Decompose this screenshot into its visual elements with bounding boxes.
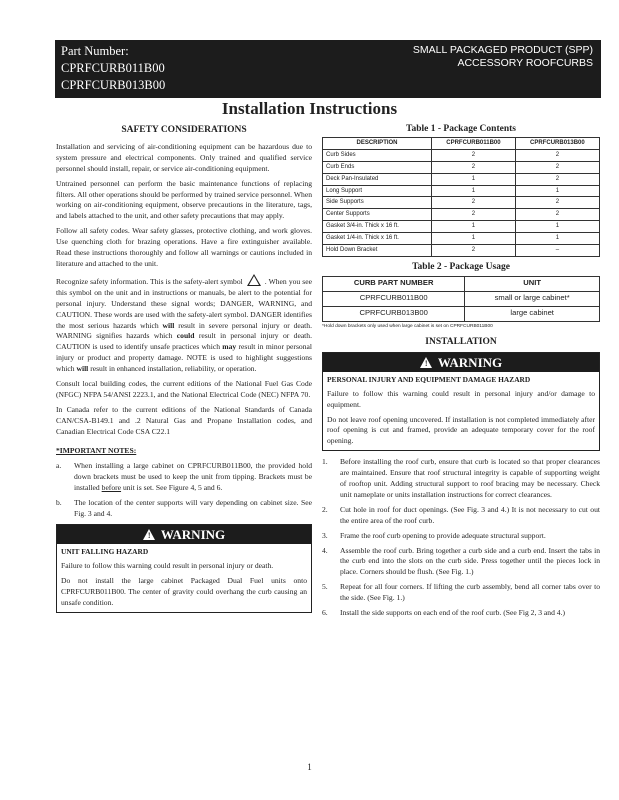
cell: Curb Sides — [323, 149, 432, 161]
header-bar — [55, 40, 601, 98]
text: The location of the center supports will vary depending on cabinet size. See Fig. 3 and 4. — [74, 498, 312, 519]
note-b — [56, 498, 312, 520]
cell: CPRFCURB013B00 — [323, 306, 465, 321]
installation-heading: INSTALLATION — [425, 336, 497, 347]
text: When installing a large cabinet on CPRFCURB011B00, the provided hold down brackets must be used to keep the unit from tipping. Brackets must be installed — [74, 461, 312, 493]
step-item — [322, 582, 600, 604]
product-line-1: SMALL PACKAGED PRODUCT (SPP) — [412, 44, 593, 56]
table-row — [323, 245, 600, 257]
cell: Gasket 1/4-in. Thick x 16 ft. — [323, 233, 432, 245]
text: result in minor personal injury or product and property damage. NOTE is used to highlight suggestions which — [56, 342, 312, 374]
cell: 2 — [515, 197, 599, 209]
text: Recognize safety information. This is the safety-alert symbol — [56, 276, 243, 286]
paragraph: Failure to follow this warning could result in personal injury or death. — [61, 560, 274, 570]
part-numbers — [61, 43, 165, 94]
cell: 1 — [432, 173, 516, 185]
package-contents-table — [322, 137, 600, 257]
step-number: 6. — [322, 608, 328, 618]
cell: 1 — [515, 221, 599, 233]
installation-steps — [322, 457, 600, 619]
step-number: 5. — [322, 582, 328, 592]
cell: – — [515, 245, 599, 257]
table2-title: Table 2 - Package Usage — [412, 261, 510, 272]
cell: Side Supports — [323, 197, 432, 209]
text: may — [222, 342, 237, 352]
product-line — [413, 44, 593, 70]
product-line-2: ACCESSORY ROOFCURBS — [457, 57, 593, 69]
column-header: CPRFCURB011B00 — [432, 137, 516, 149]
cell: 2 — [515, 161, 599, 173]
text: could — [176, 331, 195, 341]
safety-alert-icon — [247, 274, 261, 286]
cell: Hold Down Bracket — [323, 245, 432, 257]
paragraph: Installation and servicing of air-conditioning equipment can be hazardous due to system pressure and electrical components. Only trained and qualified service personnel should install, repair, or service air-conditioning equipment. — [56, 141, 312, 173]
table-row — [323, 173, 600, 185]
paragraph: Follow all safety codes. Wear safety glasses, protective clothing, and work gloves. Use quenching cloth for brazing operations. Have a fire extinguisher available. Read these instructions thoroughly and follow all warnings or cautions included in literature and attached to the unit. — [56, 226, 312, 268]
step-item — [322, 505, 600, 527]
step-text: Before installing the roof curb, ensure that curb is located so that proper clearances are maintained. Ensure that roof structural integrity is capable of supporting weight of rooftop unit. Adding structural support to roof bracing may be necessary. Check unit nameplate or units installation instructions for correct clearances. — [340, 457, 600, 499]
paragraph — [56, 274, 312, 375]
package-usage-table — [322, 276, 600, 322]
cell: 1 — [432, 221, 516, 233]
paragraph: Do not leave roof opening uncovered. If installation is not completed immediately after roof opening is cut and framed, provide an adequate temporary cover for the roof opening. — [327, 414, 595, 446]
table-row — [323, 221, 600, 233]
warning-icon: ! — [420, 357, 432, 368]
cell: 2 — [515, 173, 599, 185]
safety-heading: SAFETY CONSIDERATIONS — [121, 125, 247, 135]
step-text: Frame the roof curb opening to provide adequate structural support. — [340, 530, 546, 540]
warning-title: PERSONAL INJURY AND EQUIPMENT DAMAGE HAZARD — [327, 374, 531, 384]
text: . When you see this symbol on the unit and in instructions or manuals, be alert to the potential for personal injury. Understand these signal words; DANGER, WARNING, and CAUTION. These words are used with the safety-alert symbol. DANGER identifies the most serious hazards which — [56, 276, 312, 330]
column-header: UNIT — [465, 276, 600, 291]
cell: 2 — [432, 245, 516, 257]
cell: 2 — [432, 161, 516, 173]
cell: small or large cabinet* — [465, 291, 600, 306]
table-row — [323, 197, 600, 209]
table-row — [323, 185, 600, 197]
table-row — [323, 161, 600, 173]
text: will — [162, 320, 175, 330]
step-item — [322, 531, 600, 542]
part-label: Part Number: — [61, 44, 129, 58]
step-text: Cut hole in roof for duct openings. (See Fig. 3 and 4.) It is not necessary to cut out the entire area of the roof curb. — [340, 504, 600, 525]
column-header: DESCRIPTION — [323, 137, 432, 149]
text: result in enhanced installation, reliability, or operation. — [88, 364, 257, 374]
step-text: Repeat for all four corners. If lifting the curb assembly, bend all corner tabs over to the side. (See Fig. 1.) — [340, 582, 600, 603]
cell: 2 — [432, 149, 516, 161]
table-header-row — [323, 137, 600, 149]
note-a — [56, 461, 312, 494]
page-number: 1 — [307, 762, 312, 772]
cell: 1 — [432, 185, 516, 197]
text: will — [76, 364, 89, 374]
table-row — [323, 209, 600, 221]
page-title: Installation Instructions — [221, 99, 398, 118]
paragraph: In Canada refer to the current editions of the National Standards of Canada CAN/CSA-B149.1 and .2 Natural Gas and Propane Installation codes, and Canadian Electrical Code CSA C22.1 — [56, 404, 312, 436]
step-item — [322, 457, 600, 501]
cell: large cabinet — [465, 306, 600, 321]
text: result in severe personal injury or death. WARNING signifies hazards which — [56, 320, 312, 341]
warning-icon: ! — [143, 529, 155, 540]
step-number: 2. — [322, 504, 328, 514]
right-column — [322, 124, 600, 623]
text: before — [101, 483, 122, 493]
cell: Long Support — [323, 185, 432, 197]
paragraph: Untrained personnel can perform the basic maintenance functions of replacing filters. All other operations should be performed by trained service personnel. When working on air-conditioning equipment, observe precautions in the literature, tags, and labels attached to the unit, and other safety precautions that may apply. — [56, 178, 312, 221]
note-mark: a. — [56, 461, 62, 471]
warning-label: WARNING — [437, 354, 503, 370]
text: unit is set. See Figure 4, 5 and 6. — [121, 483, 223, 493]
cell: 2 — [432, 197, 516, 209]
table-row — [323, 291, 600, 306]
cell: 1 — [515, 185, 599, 197]
warning-header — [323, 353, 599, 372]
table-header-row — [323, 276, 600, 291]
cell: Deck Pan-Insulated — [323, 173, 432, 185]
cell: 2 — [432, 209, 516, 221]
important-notes — [56, 446, 312, 520]
cell: 2 — [515, 149, 599, 161]
paragraph: Failure to follow this warning could result in personal injury and/or damage to equipment. — [327, 388, 595, 409]
warning-header — [57, 525, 311, 544]
column-header: CURB PART NUMBER — [323, 276, 465, 291]
part-number: CPRFCURB011B00 — [61, 61, 165, 75]
warning-box-unit-falling — [56, 524, 312, 613]
warning-label: WARNING — [160, 527, 226, 542]
cell: Gasket 3/4-in. Thick x 16 ft. — [323, 221, 432, 233]
notes-heading: *IMPORTANT NOTES: — [56, 445, 137, 455]
paragraph: Do not install the large cabinet Packaged Dual Fuel units onto CPRFCURB011B00. The center of gravity could overhang the curb causing an unsafe condition. — [61, 575, 307, 607]
cell: CPRFCURB011B00 — [323, 291, 465, 306]
cell: 1 — [432, 233, 516, 245]
table-footnote: *Hold down brackets only used when large cabinet is set on CPRFCURB011B00 — [322, 323, 493, 329]
step-number: 1. — [322, 457, 328, 467]
step-number: 4. — [322, 545, 328, 555]
column-header: CPRFCURB013B00 — [515, 137, 599, 149]
step-text: Install the side supports on each end of the roof curb. (See Fig 2, 3 and 4.) — [340, 608, 566, 618]
cell: Curb Ends — [323, 161, 432, 173]
cell: 2 — [515, 209, 599, 221]
step-text: Assemble the roof curb. Bring together a curb side and a curb end. Insert the tabs in the curb end into the slots on the curb side. Press together until the pieces lock in place. Corners should be flush. (See Fig. 1.) — [340, 545, 600, 577]
warning-title: UNIT FALLING HAZARD — [61, 547, 149, 556]
table1-title: Table 1 - Package Contents — [406, 124, 516, 134]
warning-box-personal-injury — [322, 352, 600, 451]
cell: 1 — [515, 233, 599, 245]
step-item — [322, 546, 600, 579]
table-row — [323, 306, 600, 321]
step-item — [322, 608, 600, 619]
text: result in personal injury or death. CAUTION is used to identify unsafe practices which — [56, 331, 312, 352]
note-mark: b. — [56, 498, 62, 508]
part-number: CPRFCURB013B00 — [61, 78, 166, 92]
table-row — [323, 149, 600, 161]
step-number: 3. — [322, 530, 328, 540]
cell: Center Supports — [323, 209, 432, 221]
table-row — [323, 233, 600, 245]
left-column — [56, 125, 312, 619]
paragraph: Consult local building codes, the current editions of the National Fuel Gas Code (NFGC) NFPA 54/ANSI 2223.1, and the National Electrical Code (NEC) NFPA 70. — [56, 379, 312, 399]
